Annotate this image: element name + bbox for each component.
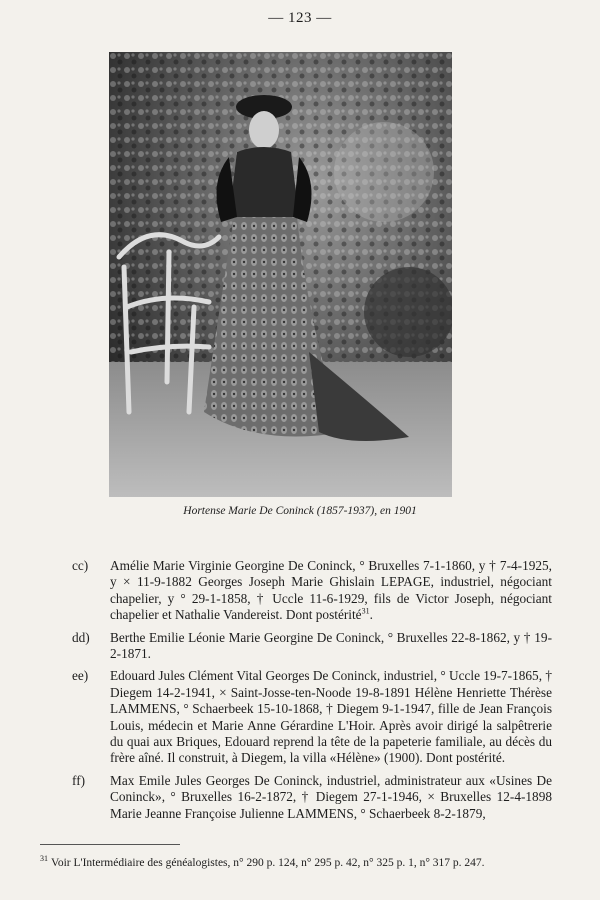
entry-label: dd) [72,629,90,645]
footnote [40,852,560,870]
footnote-reference[interactable]: 31 [361,606,370,616]
entry-dd [72,630,552,663]
portrait-photo-illustration [109,52,452,497]
entry-ff [72,773,552,822]
page-number: — 123 — [268,10,332,26]
portrait-photo [109,52,452,497]
entry-ee [72,668,552,766]
entry-label: ee) [72,668,89,684]
entry-text: Max Emile Jules Georges De Coninck, industriel, administrateur aux «Usines De Coninck», ° Bruxelles 16-2-1872, † Diegem 27-1-1946, × Bruxelles 12-4-1898 Marie Jeanne Françoise Julienne LAMMENS, ° Schaerbeek 8-2-1879, [110,772,552,821]
footnote-text: Voir L'Intermédiaire des généalogistes, n° 290 p. 124, n° 295 p. 42, n° 325 p. 1, n° 317 p. 247. [51,856,485,869]
entry-label: cc) [72,558,89,573]
footnote-divider [40,844,180,845]
entry-label: ff) [72,772,86,788]
photo-caption: Hortense Marie De Coninck (1857-1937), en 1901 [183,505,417,517]
genealogy-entries [72,558,552,828]
entry-text: Edouard Jules Clément Vital Georges De Coninck, industriel, ° Uccle 19-7-1865, † Diegem 14-2-1941, × Saint-Josse-ten-Noode 19-8-1891 Hélène Henriette Thérèse LAMMENS, ° Schaerbeek 15-10-1868, † Diegem 9-1-1947, fille de Jean François Louis, médecin et Marie Anne Gérardine L'Hoir. Après avoir dirigé la salpêtrerie du quai aux Briques, Edouard reprend la tête de la papeterie familiale, au décès du frère aîné. Il construit, à Diegem, la villa «Hélène» (1900). Dont postérité. [110,668,552,766]
footnote-number: 31 [40,854,48,863]
entry-text: Amélie Marie Virginie Georgine De Coninck, ° Bruxelles 7-1-1860, y † 7-4-1925, y × 11-9-1882 Georges Joseph Marie Ghislain LEPAGE, industriel, négociant chapelier, y ° 29-1-1858, † Uccle 11-6-1929, fils de Victor Joseph, négociant chapelier et Nathalie Vandereist. Dont postérité [110,558,552,623]
entry-text-suffix: . [369,607,373,623]
entry-text: Berthe Emilie Léonie Marie Georgine De Coninck, ° Bruxelles 22-8-1862, y † 19-2-1871. [110,629,552,662]
entry-cc [72,558,552,624]
